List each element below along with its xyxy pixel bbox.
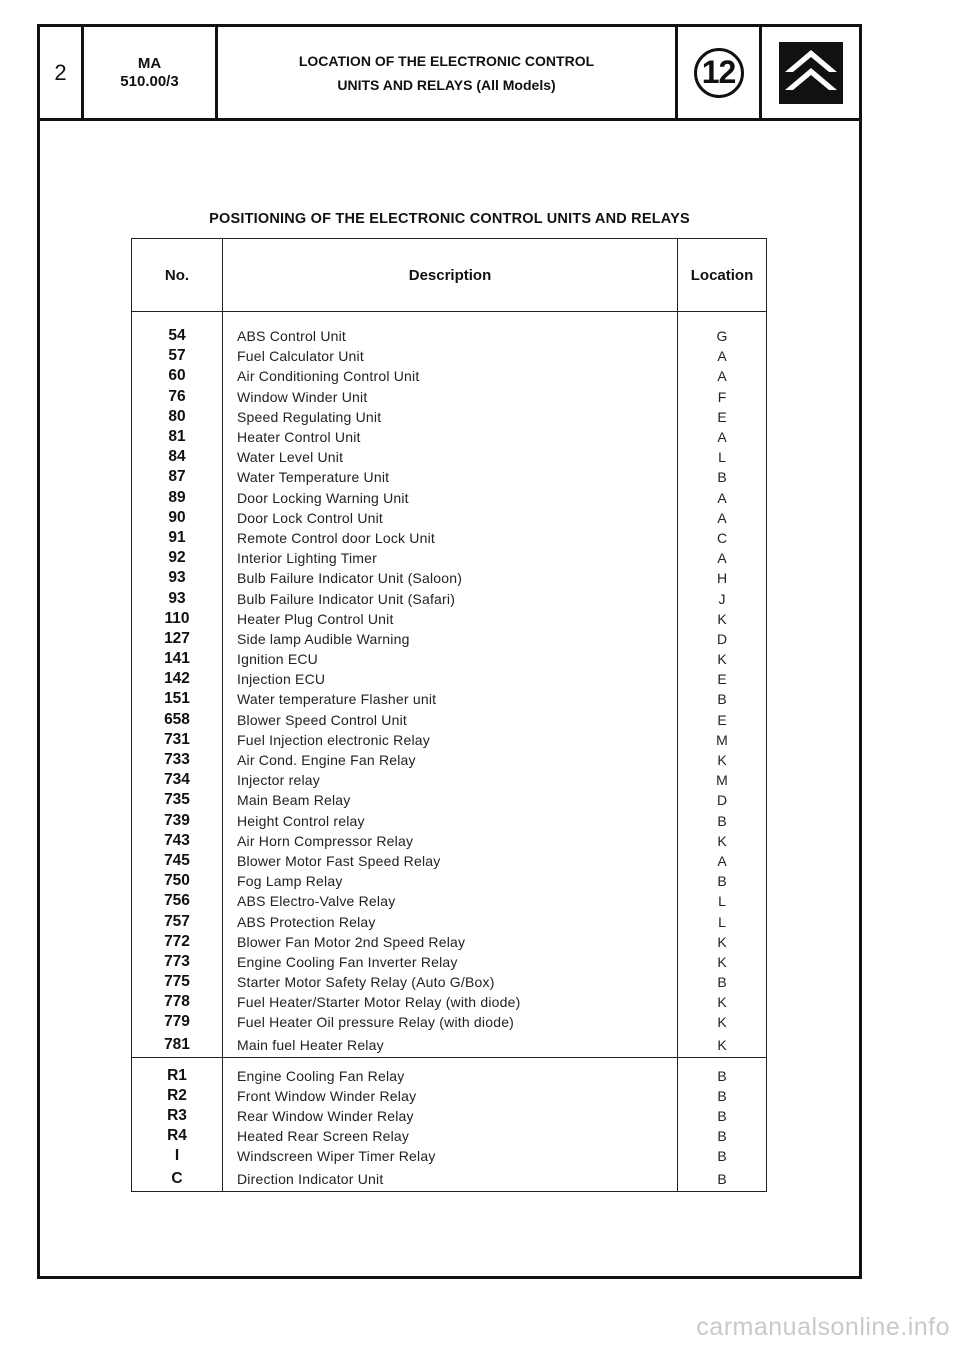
units-body bbox=[132, 312, 767, 1192]
table-row bbox=[132, 790, 767, 810]
table-row bbox=[132, 911, 767, 931]
table-row bbox=[132, 346, 767, 366]
row-description: Direction Indicator Unit bbox=[223, 1167, 678, 1192]
table-row bbox=[132, 1167, 767, 1192]
row-description: Heater Control Unit bbox=[223, 427, 678, 447]
row-description: Heated Rear Screen Relay bbox=[223, 1126, 678, 1146]
double-chevron-icon bbox=[779, 42, 843, 104]
table-row bbox=[132, 932, 767, 952]
row-description: Engine Cooling Fan Relay bbox=[223, 1066, 678, 1086]
document-reference bbox=[84, 27, 218, 118]
table-row bbox=[132, 891, 767, 911]
row-description: Injector relay bbox=[223, 770, 678, 790]
table-row bbox=[132, 528, 767, 548]
row-number: 743 bbox=[132, 831, 223, 851]
page-number: 2 bbox=[40, 27, 84, 118]
row-description: Water Temperature Unit bbox=[223, 467, 678, 487]
units-table bbox=[131, 238, 767, 1192]
row-location: B bbox=[678, 871, 767, 891]
row-number: 734 bbox=[132, 770, 223, 790]
table-row bbox=[132, 387, 767, 407]
row-description: Air Conditioning Control Unit bbox=[223, 366, 678, 386]
table-header-row bbox=[132, 239, 767, 312]
row-location: E bbox=[678, 669, 767, 689]
row-description: Fuel Heater/Starter Motor Relay (with diode) bbox=[223, 992, 678, 1012]
row-location: D bbox=[678, 629, 767, 649]
spacer-row bbox=[132, 1057, 767, 1066]
table-row bbox=[132, 1106, 767, 1126]
row-number: 93 bbox=[132, 588, 223, 608]
row-number: 745 bbox=[132, 851, 223, 871]
row-description: Interior Lighting Timer bbox=[223, 548, 678, 568]
page-heading: POSITIONING OF THE ELECTRONIC CONTROL UNITS AND RELAYS bbox=[209, 211, 690, 227]
row-description: Heater Plug Control Unit bbox=[223, 609, 678, 629]
table-row bbox=[132, 871, 767, 891]
row-location: M bbox=[678, 730, 767, 750]
row-number: 750 bbox=[132, 871, 223, 891]
row-location: C bbox=[678, 528, 767, 548]
row-location: K bbox=[678, 992, 767, 1012]
row-number: 658 bbox=[132, 710, 223, 730]
row-number: 84 bbox=[132, 447, 223, 467]
row-location: F bbox=[678, 387, 767, 407]
row-description: Air Cond. Engine Fan Relay bbox=[223, 750, 678, 770]
row-number: 733 bbox=[132, 750, 223, 770]
row-number: R4 bbox=[132, 1126, 223, 1146]
row-number: R1 bbox=[132, 1066, 223, 1086]
document-title bbox=[218, 27, 678, 118]
table-row bbox=[132, 649, 767, 669]
row-number: 127 bbox=[132, 629, 223, 649]
row-location: B bbox=[678, 972, 767, 992]
row-description: Height Control relay bbox=[223, 811, 678, 831]
table-row bbox=[132, 427, 767, 447]
spacer-cell bbox=[132, 312, 223, 327]
row-number: 141 bbox=[132, 649, 223, 669]
row-location: B bbox=[678, 1106, 767, 1126]
row-description: Window Winder Unit bbox=[223, 387, 678, 407]
row-location: K bbox=[678, 649, 767, 669]
row-description: Injection ECU bbox=[223, 669, 678, 689]
table-row bbox=[132, 488, 767, 508]
row-number: 80 bbox=[132, 407, 223, 427]
row-number: 92 bbox=[132, 548, 223, 568]
row-location: A bbox=[678, 851, 767, 871]
row-location: B bbox=[678, 1167, 767, 1192]
row-number: 89 bbox=[132, 488, 223, 508]
header-description: Description bbox=[223, 239, 678, 312]
row-description: Blower Fan Motor 2nd Speed Relay bbox=[223, 932, 678, 952]
row-number: 60 bbox=[132, 366, 223, 386]
logo-cell bbox=[762, 27, 859, 118]
row-location: B bbox=[678, 811, 767, 831]
row-number: 110 bbox=[132, 609, 223, 629]
section-number-cell bbox=[678, 27, 762, 118]
row-location: A bbox=[678, 488, 767, 508]
row-location: K bbox=[678, 831, 767, 851]
row-number: 90 bbox=[132, 508, 223, 528]
row-description: ABS Protection Relay bbox=[223, 911, 678, 931]
row-location: K bbox=[678, 952, 767, 972]
row-description: ABS Control Unit bbox=[223, 326, 678, 346]
row-location: A bbox=[678, 427, 767, 447]
table-row bbox=[132, 1146, 767, 1166]
spacer-row bbox=[132, 312, 767, 327]
table-row bbox=[132, 1086, 767, 1106]
row-description: Fuel Heater Oil pressure Relay (with diode) bbox=[223, 1012, 678, 1032]
row-location: B bbox=[678, 1146, 767, 1166]
brand-logo bbox=[779, 42, 843, 104]
row-description: Fog Lamp Relay bbox=[223, 871, 678, 891]
table-row bbox=[132, 548, 767, 568]
row-description: Air Horn Compressor Relay bbox=[223, 831, 678, 851]
row-description: Remote Control door Lock Unit bbox=[223, 528, 678, 548]
row-location: A bbox=[678, 366, 767, 386]
row-number: 778 bbox=[132, 992, 223, 1012]
row-number: 779 bbox=[132, 1012, 223, 1032]
row-description: Windscreen Wiper Timer Relay bbox=[223, 1146, 678, 1166]
reference-number: 510.00/3 bbox=[120, 72, 179, 90]
table-row bbox=[132, 851, 767, 871]
spacer-cell bbox=[678, 1057, 767, 1066]
row-number: I bbox=[132, 1146, 223, 1166]
row-location: E bbox=[678, 407, 767, 427]
spacer-cell bbox=[678, 312, 767, 327]
row-number: R2 bbox=[132, 1086, 223, 1106]
row-location: L bbox=[678, 911, 767, 931]
row-number: 54 bbox=[132, 326, 223, 346]
row-description: Blower Speed Control Unit bbox=[223, 710, 678, 730]
row-location: B bbox=[678, 1126, 767, 1146]
table-row bbox=[132, 669, 767, 689]
row-description: Blower Motor Fast Speed Relay bbox=[223, 851, 678, 871]
table-row bbox=[132, 710, 767, 730]
row-description: Bulb Failure Indicator Unit (Saloon) bbox=[223, 568, 678, 588]
table-row bbox=[132, 831, 767, 851]
row-location: M bbox=[678, 770, 767, 790]
page-header bbox=[40, 27, 859, 121]
table-row bbox=[132, 1066, 767, 1086]
row-description: Fuel Injection electronic Relay bbox=[223, 730, 678, 750]
row-location: L bbox=[678, 891, 767, 911]
row-description: Main Beam Relay bbox=[223, 790, 678, 810]
spacer-cell bbox=[223, 1057, 678, 1066]
title-line-2: UNITS AND RELAYS (All Models) bbox=[337, 76, 556, 93]
row-number: 772 bbox=[132, 932, 223, 952]
row-location: H bbox=[678, 568, 767, 588]
row-location: B bbox=[678, 467, 767, 487]
table-row bbox=[132, 730, 767, 750]
row-location: B bbox=[678, 1086, 767, 1106]
row-description: Water temperature Flasher unit bbox=[223, 689, 678, 709]
row-description: Door Lock Control Unit bbox=[223, 508, 678, 528]
row-description: ABS Electro-Valve Relay bbox=[223, 891, 678, 911]
row-number: 57 bbox=[132, 346, 223, 366]
row-description: Engine Cooling Fan Inverter Relay bbox=[223, 952, 678, 972]
table-row bbox=[132, 609, 767, 629]
title-line-1: LOCATION OF THE ELECTRONIC CONTROL bbox=[298, 52, 595, 69]
row-description: Ignition ECU bbox=[223, 649, 678, 669]
row-location: D bbox=[678, 790, 767, 810]
row-number: 91 bbox=[132, 528, 223, 548]
header-no: No. bbox=[132, 239, 223, 312]
row-description: Water Level Unit bbox=[223, 447, 678, 467]
table-row bbox=[132, 689, 767, 709]
row-number: 142 bbox=[132, 669, 223, 689]
row-location: K bbox=[678, 609, 767, 629]
row-location: B bbox=[678, 689, 767, 709]
row-description: Starter Motor Safety Relay (Auto G/Box) bbox=[223, 972, 678, 992]
row-description: Main fuel Heater Relay bbox=[223, 1033, 678, 1058]
table-row bbox=[132, 508, 767, 528]
row-location: K bbox=[678, 1033, 767, 1058]
table-row bbox=[132, 750, 767, 770]
row-number: 781 bbox=[132, 1033, 223, 1058]
table-row bbox=[132, 1012, 767, 1032]
row-location: J bbox=[678, 588, 767, 608]
table-row bbox=[132, 447, 767, 467]
row-location: A bbox=[678, 508, 767, 528]
row-number: 739 bbox=[132, 811, 223, 831]
row-location: L bbox=[678, 447, 767, 467]
table-row bbox=[132, 467, 767, 487]
row-description: Front Window Winder Relay bbox=[223, 1086, 678, 1106]
row-description: Speed Regulating Unit bbox=[223, 407, 678, 427]
row-location: K bbox=[678, 750, 767, 770]
row-number: 731 bbox=[132, 730, 223, 750]
table-row bbox=[132, 770, 767, 790]
row-number: 757 bbox=[132, 911, 223, 931]
row-number: 735 bbox=[132, 790, 223, 810]
header-location: Location bbox=[678, 239, 767, 312]
row-location: A bbox=[678, 346, 767, 366]
row-description: Side lamp Audible Warning bbox=[223, 629, 678, 649]
table-row bbox=[132, 992, 767, 1012]
row-description: Rear Window Winder Relay bbox=[223, 1106, 678, 1126]
row-number: 756 bbox=[132, 891, 223, 911]
row-number: 773 bbox=[132, 952, 223, 972]
watermark: carmanualsonline.info bbox=[696, 1313, 950, 1341]
table-row bbox=[132, 588, 767, 608]
row-description: Door Locking Warning Unit bbox=[223, 488, 678, 508]
table-row bbox=[132, 366, 767, 386]
table-row bbox=[132, 568, 767, 588]
row-description: Bulb Failure Indicator Unit (Safari) bbox=[223, 588, 678, 608]
reference-code: MA bbox=[137, 54, 162, 72]
row-location: A bbox=[678, 548, 767, 568]
row-location: B bbox=[678, 1066, 767, 1086]
row-number: 151 bbox=[132, 689, 223, 709]
table-row bbox=[132, 1033, 767, 1058]
row-location: K bbox=[678, 1012, 767, 1032]
section-number-badge: 12 bbox=[694, 48, 744, 98]
spacer-cell bbox=[223, 312, 678, 327]
row-number: 81 bbox=[132, 427, 223, 447]
row-location: E bbox=[678, 710, 767, 730]
row-number: 775 bbox=[132, 972, 223, 992]
table-row bbox=[132, 811, 767, 831]
table-row bbox=[132, 407, 767, 427]
row-location: K bbox=[678, 932, 767, 952]
table-row bbox=[132, 1126, 767, 1146]
table-row bbox=[132, 326, 767, 346]
row-number: 76 bbox=[132, 387, 223, 407]
row-location: G bbox=[678, 326, 767, 346]
row-description: Fuel Calculator Unit bbox=[223, 346, 678, 366]
row-number: R3 bbox=[132, 1106, 223, 1126]
table-row bbox=[132, 952, 767, 972]
row-number: 93 bbox=[132, 568, 223, 588]
spacer-cell bbox=[132, 1057, 223, 1066]
row-number: 87 bbox=[132, 467, 223, 487]
table-row bbox=[132, 972, 767, 992]
row-number: C bbox=[132, 1167, 223, 1192]
table-row bbox=[132, 629, 767, 649]
